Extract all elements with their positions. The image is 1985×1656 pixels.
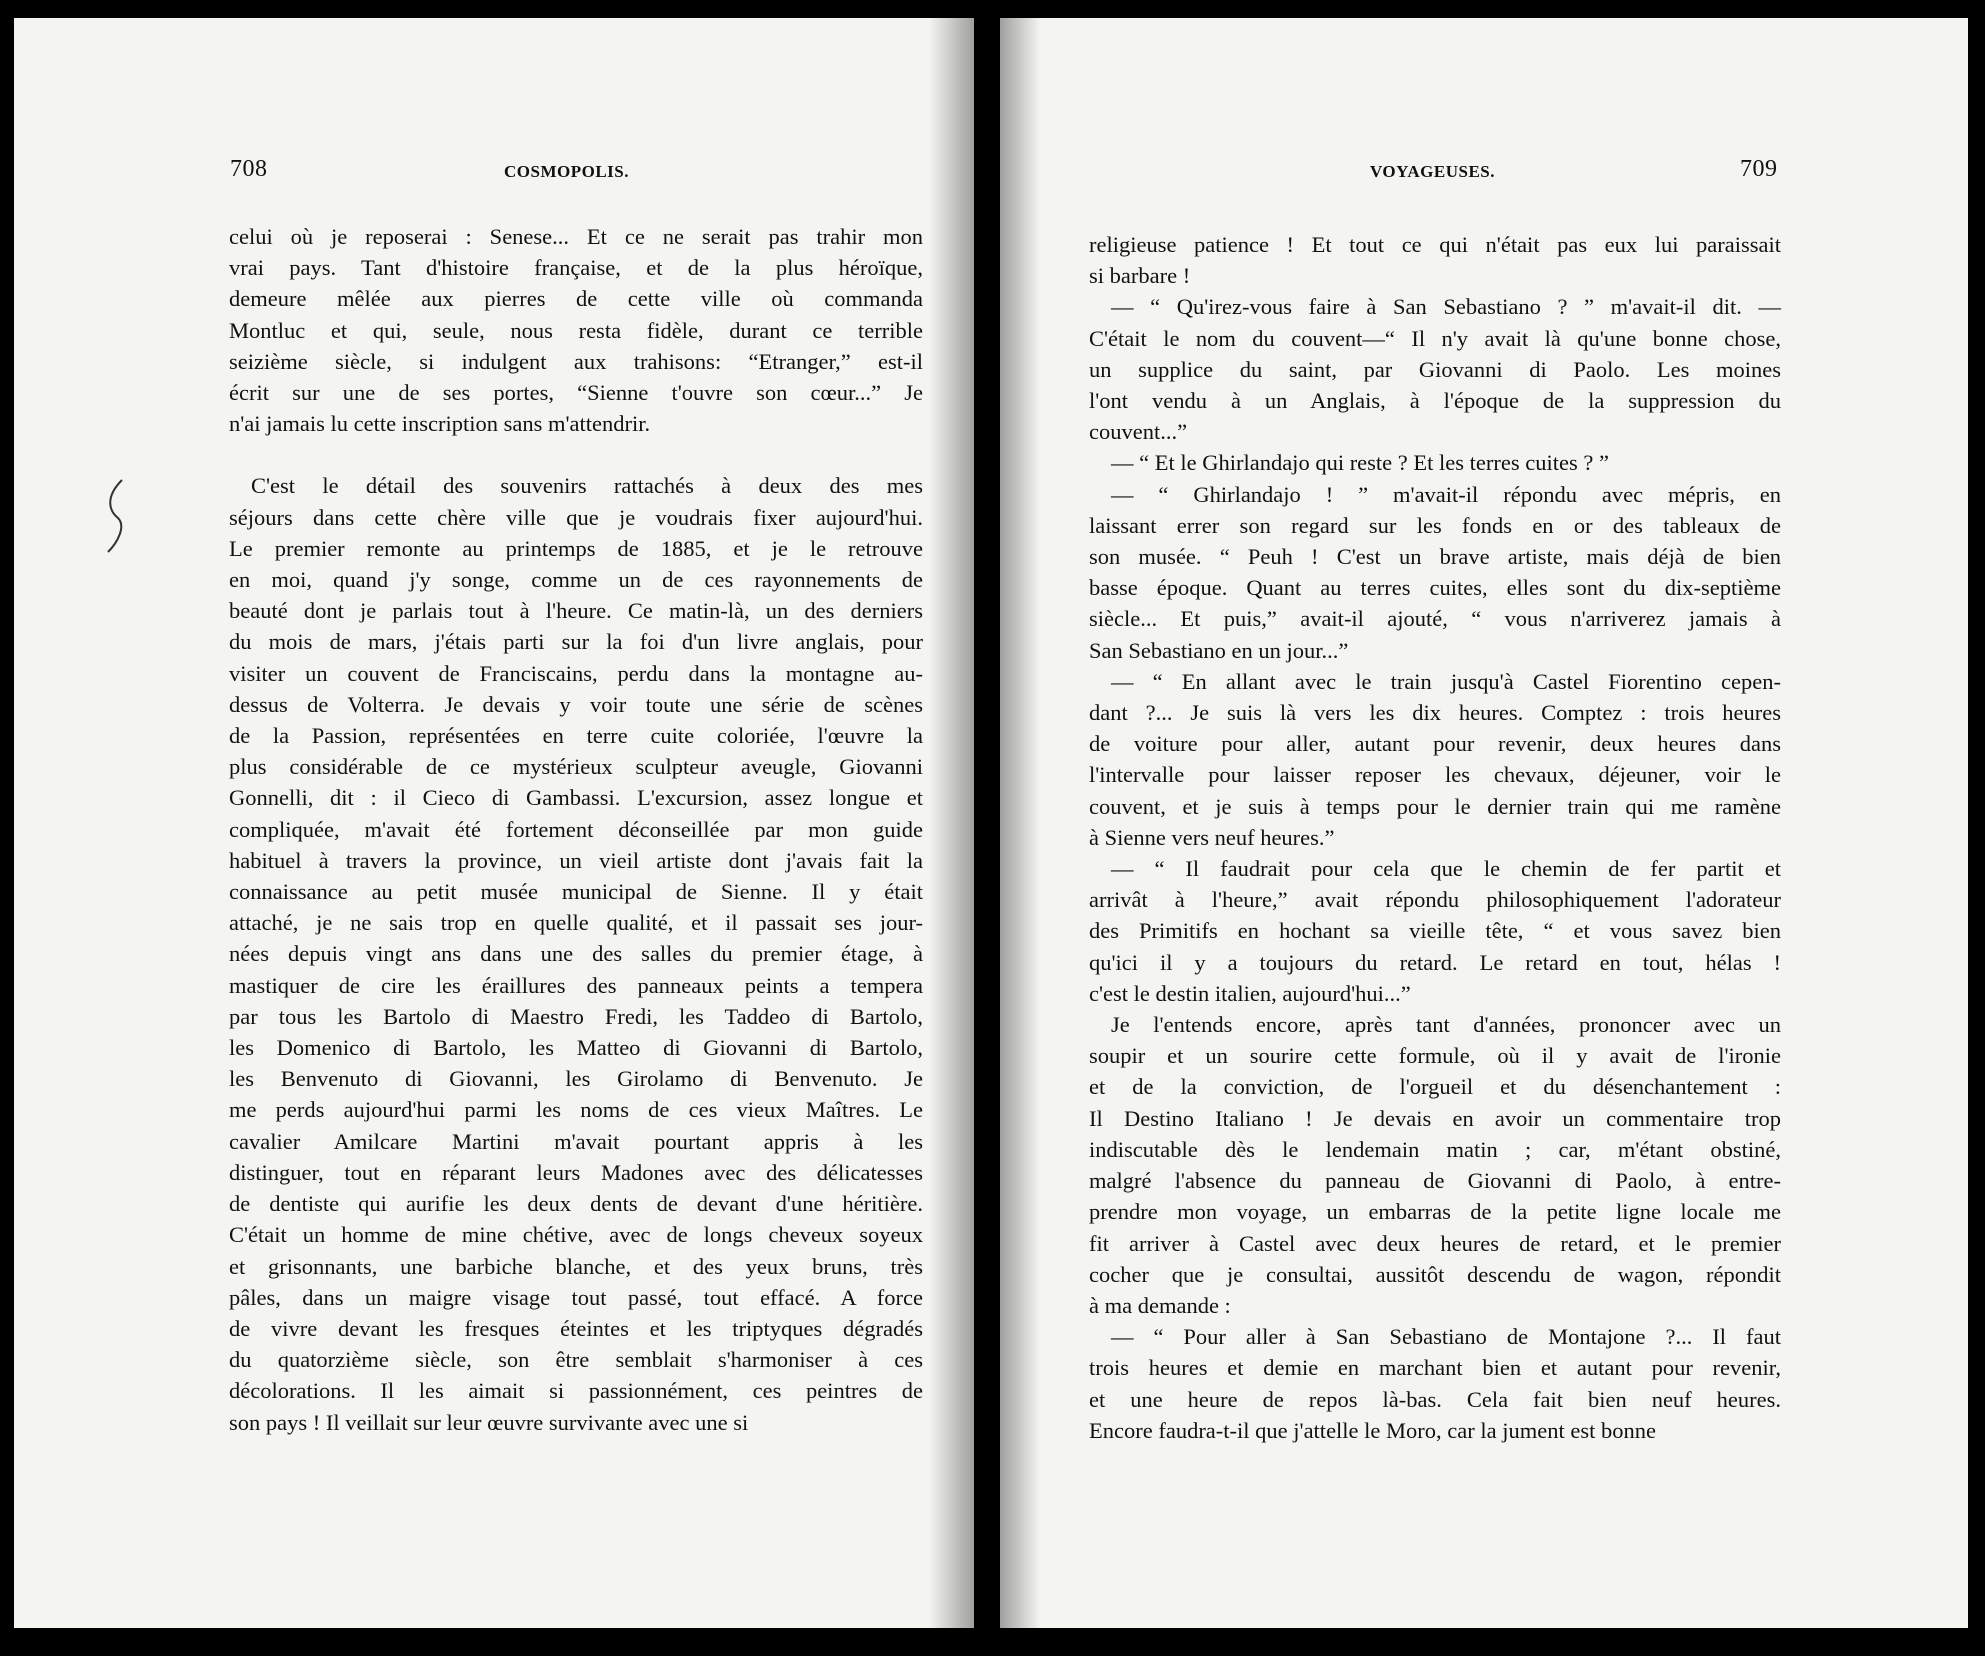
- text-line: si barbare !: [1089, 263, 1191, 289]
- text-line: de voiture pour aller, autant pour revenir, deux heures dans: [1089, 731, 1781, 757]
- text-line: C'était un homme de mine chétive, avec de longs cheveux soyeux: [229, 1222, 923, 1248]
- text-line: habituel à travers la province, un vieil artiste dont j'avais fait la: [229, 847, 923, 873]
- text-line: Gonnelli, dit : il Cieco di Gambassi. L'excursion, assez longue et: [229, 785, 923, 811]
- text-line: séjours dans cette chère ville que je voudrais fixer aujourd'hui.: [229, 504, 923, 530]
- text-line: seizième siècle, si indulgent aux trahisons: “Etranger,” est-il: [229, 348, 923, 374]
- text-line: mastiquer de cire les éraillures des panneaux peints a tempera: [229, 972, 923, 998]
- gutter-shadow: [1000, 18, 1040, 1628]
- text-line: — “ En allant avec le train jusqu'à Castel Fiorentino cepen-: [1111, 668, 1781, 694]
- text-line: attaché, je ne sais trop en quelle qualité, et il passait ses jour-: [229, 910, 923, 936]
- text-line: pâles, dans un maigre visage tout passé, tout effacé. A force: [229, 1284, 923, 1310]
- paragraph: [229, 221, 923, 439]
- text-line: de la Passion, représentées en terre cuite coloriée, l'œuvre la: [229, 723, 923, 749]
- text-line: C'était le nom du couvent—“ Il n'y avait là qu'une bonne chose,: [1089, 325, 1781, 351]
- text-line: les Domenico di Bartolo, les Matteo di Giovanni di Bartolo,: [229, 1035, 923, 1061]
- paragraph: [1089, 1321, 1781, 1446]
- text-line: de vivre devant les fresques éteintes et les triptyques dégradés: [229, 1315, 923, 1341]
- running-head-title: COSMOPOLIS.: [504, 162, 629, 181]
- text-line: du quatorzième siècle, son être semblait s'harmoniser à ces: [229, 1347, 923, 1373]
- running-head-title: VOYAGEUSES.: [1370, 162, 1495, 181]
- text-line: Je l'entends encore, après tant d'années, prononcer avec un: [1111, 1012, 1781, 1038]
- left-page: [14, 18, 974, 1628]
- text-line: — “ Pour aller à San Sebastiano de Montajone ?... Il faut: [1111, 1324, 1781, 1350]
- paragraph: [1089, 479, 1781, 666]
- text-line: basse époque. Quant au terres cuites, elles sont du dix-septième: [1089, 575, 1781, 601]
- body-text: [229, 221, 923, 1438]
- text-line: et une heure de repos là-bas. Cela fait bien neuf heures.: [1089, 1386, 1781, 1412]
- running-head: [14, 156, 974, 202]
- text-line: malgré l'absence du panneau de Giovanni di Paolo, à entre-: [1089, 1168, 1781, 1194]
- text-line: en moi, quand j'y songe, comme un de ces rayonnements de: [229, 567, 923, 593]
- text-line: cocher que je consultai, aussitôt descendu de wagon, répondit: [1089, 1261, 1781, 1287]
- paragraph: [1089, 229, 1781, 291]
- body-text: [1089, 229, 1781, 1446]
- text-line: siècle... Et puis,” avait-il ajouté, “ vous n'arriverez jamais à: [1089, 606, 1781, 632]
- text-line: à Sienne vers neuf heures.”: [1089, 824, 1335, 850]
- text-line: — “ Il faudrait pour cela que le chemin de fer partit et: [1111, 856, 1781, 882]
- page-number: 708: [230, 156, 268, 182]
- text-line: soupir et un sourire cette formule, où il y avait de l'ironie: [1089, 1043, 1781, 1069]
- paragraph: [1089, 447, 1781, 478]
- text-line: — “ Ghirlandajo ! ” m'avait-il répondu avec mépris, en: [1111, 481, 1781, 507]
- text-line: celui où je reposerai : Senese... Et ce ne serait pas trahir mon: [229, 224, 923, 249]
- text-line: à ma demande :: [1089, 1292, 1231, 1318]
- text-line: beauté dont je parlais tout à l'heure. Ce matin-là, un des derniers: [229, 598, 923, 624]
- running-head: [1000, 156, 1968, 202]
- text-line: son musée. “ Peuh ! C'est un brave artiste, mais déjà de bien: [1089, 544, 1781, 570]
- text-line: les Benvenuto di Giovanni, les Girolamo di Benvenuto. Je: [229, 1066, 923, 1092]
- text-line: l'intervalle pour laisser reposer les chevaux, déjeuner, voir le: [1089, 762, 1781, 788]
- paragraph: [1089, 666, 1781, 853]
- text-line: décolorations. Il les aimait si passionnément, ces peintres de: [229, 1378, 923, 1404]
- right-page: [1000, 18, 1968, 1628]
- page-number: 709: [1740, 156, 1778, 182]
- text-line: visiter un couvent de Franciscains, perdu dans la montagne au-: [229, 660, 923, 686]
- text-line: écrit sur une de ses portes, “Sienne t'ouvre son cœur...” Je: [229, 380, 923, 406]
- text-line: son pays ! Il veillait sur leur œuvre survivante avec une si: [229, 1409, 749, 1435]
- paragraph: [1089, 853, 1781, 1009]
- pencil-margin-mark: [100, 476, 130, 556]
- paragraph: [1089, 291, 1781, 447]
- text-line: Il Destino Italiano ! Je devais en avoir un commentaire trop: [1089, 1105, 1781, 1131]
- text-line: de dentiste qui aurifie les deux dents de devant d'une héritière.: [229, 1191, 923, 1217]
- text-line: et grisonnants, une barbiche blanche, et des yeux bruns, très: [229, 1253, 923, 1279]
- text-line: vrai pays. Tant d'histoire française, et de la plus héroïque,: [229, 255, 923, 281]
- text-line: Encore faudra-t-il que j'attelle le Moro, car la jument est bonne: [1089, 1417, 1656, 1443]
- text-line: — “ Et le Ghirlandajo qui reste ? Et les terres cuites ? ”: [1111, 450, 1609, 476]
- text-line: — “ Qu'irez-vous faire à San Sebastiano ? ” m'avait-il dit. —: [1111, 294, 1781, 320]
- text-line: C'est le détail des souvenirs rattachés à deux des mes: [251, 473, 923, 499]
- text-line: laissant errer son regard sur les fonds en or des tableaux de: [1089, 512, 1781, 538]
- text-line: n'ai jamais lu cette inscription sans m'attendrir.: [229, 411, 651, 437]
- text-line: San Sebastiano en un jour...”: [1089, 637, 1349, 663]
- text-line: connaissance au petit musée municipal de Sienne. Il y était: [229, 879, 923, 905]
- text-line: indiscutable dès le lendemain matin ; car, m'étant obstiné,: [1089, 1136, 1781, 1162]
- text-line: dant ?... Je suis là vers les dix heures. Comptez : trois heures: [1089, 700, 1781, 726]
- text-line: l'ont vendu à un Anglais, à l'époque de la suppression du: [1089, 388, 1781, 414]
- text-line: me perds aujourd'hui parmi les noms de ces vieux Maîtres. Le: [229, 1097, 923, 1123]
- text-line: couvent...”: [1089, 419, 1188, 445]
- text-line: compliquée, m'avait été fortement déconseillée par mon guide: [229, 816, 923, 842]
- text-line: arrivât à l'heure,” avait répondu philosophiquement l'adorateur: [1089, 887, 1781, 913]
- text-line: Montluc et qui, seule, nous resta fidèle, durant ce terrible: [229, 317, 923, 343]
- paragraph: [229, 470, 923, 1437]
- text-line: plus considérable de ce mystérieux sculpteur aveugle, Giovanni: [229, 754, 923, 780]
- text-line: fit arriver à Castel avec deux heures de retard, et le premier: [1089, 1230, 1781, 1256]
- text-line: Le premier remonte au printemps de 1885, et je le retrouve: [229, 535, 923, 561]
- text-line: nées depuis vingt ans dans une des salles du premier étage, à: [229, 941, 923, 967]
- text-line: et de la conviction, de l'orgueil et du désenchantement :: [1089, 1074, 1781, 1100]
- text-line: un supplice du saint, par Giovanni di Paolo. Les moines: [1089, 356, 1781, 382]
- text-line: trois heures et demie en marchant bien et autant pour revenir,: [1089, 1355, 1781, 1381]
- gutter-shadow: [929, 18, 974, 1628]
- text-line: couvent, et je suis à temps pour le dernier train qui me ramène: [1089, 793, 1781, 819]
- text-line: du mois de mars, j'étais parti sur la foi d'un livre anglais, pour: [229, 629, 923, 655]
- text-line: cavalier Amilcare Martini m'avait pourtant appris à les: [229, 1128, 923, 1154]
- paragraph: [1089, 1009, 1781, 1321]
- text-line: religieuse patience ! Et tout ce qui n'était pas eux lui paraissait: [1089, 232, 1781, 257]
- text-line: dessus de Volterra. Je devais y voir toute une série de scènes: [229, 691, 923, 717]
- text-line: distinguer, tout en réparant leurs Madones avec des délicatesses: [229, 1159, 923, 1185]
- text-line: par tous les Bartolo di Maestro Fredi, les Taddeo di Bartolo,: [229, 1003, 923, 1029]
- text-line: qu'ici il y a toujours du retard. Le retard en tout, hélas !: [1089, 949, 1781, 975]
- text-line: prendre mon voyage, un embarras de la petite ligne locale me: [1089, 1199, 1781, 1225]
- text-line: demeure mêlée aux pierres de cette ville où commanda: [229, 286, 923, 312]
- text-line: c'est le destin italien, aujourd'hui...”: [1089, 980, 1411, 1006]
- text-line: des Primitifs en hochant sa vieille tête, “ et vous savez bien: [1089, 918, 1781, 944]
